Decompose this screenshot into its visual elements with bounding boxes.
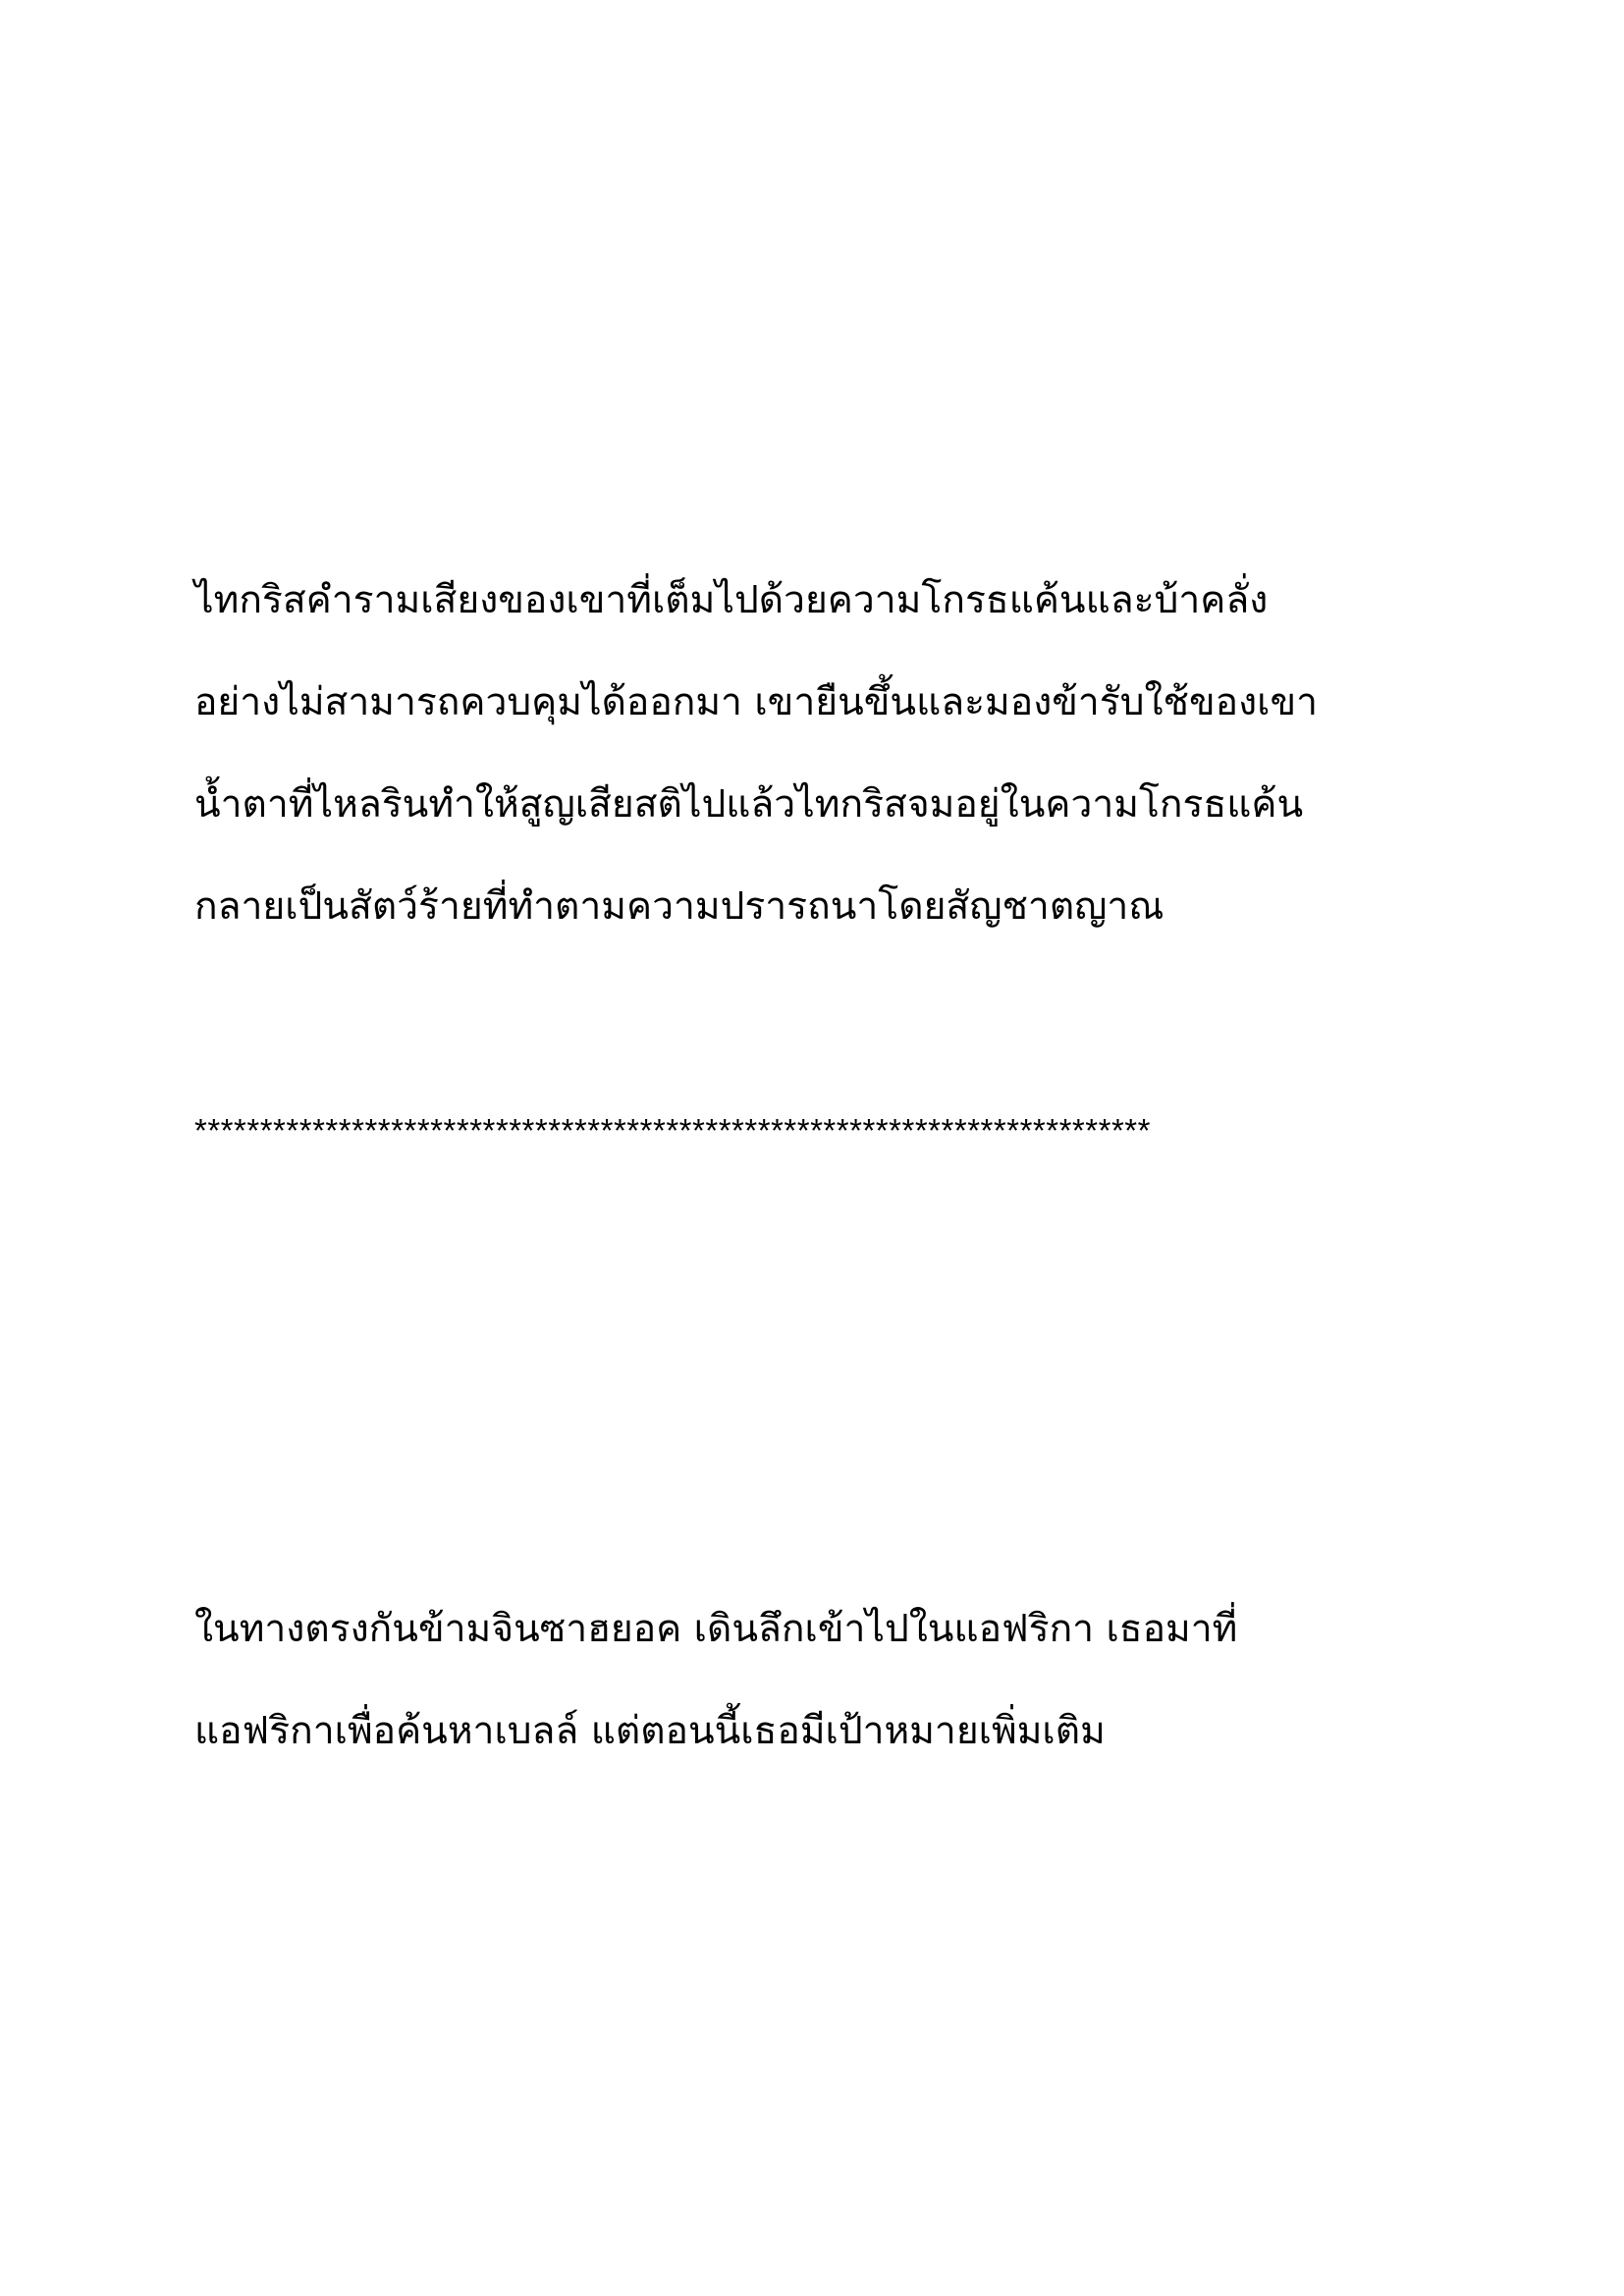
paragraph-1-line-4: กลายเป็นสัตว์ร้ายที่ทำตามความปรารถนาโดยสัญชาตญาณ: [194, 884, 1164, 929]
paragraph-2-line-1: ในทางตรงกันข้ามจินซาฮยอค เดินลึกเข้าไปในแอฟริกา เธอมาที่: [194, 1607, 1238, 1651]
paragraph-2-line-2: แอฟริกาเพื่อค้นหาเบลล์ แต่ตอนนี้เธอมีเป้าหมายเพิ่มเติม: [194, 1709, 1106, 1753]
paragraph-1-line-3: น้ำตาที่ไหลรินทำให้สูญเสียสติไปแล้วไทกริสจมอยู่ในความโกรธแค้น: [194, 782, 1304, 827]
paragraph-1-line-1: ไทกริสคำรามเสียงของเขาที่เต็มไปด้วยความโกรธแค้นและบ้าคลั่ง: [194, 578, 1269, 622]
paragraph-1-line-2: อย่างไม่สามารถควบคุมได้ออกมา เขายืนขึ้นและมองข้ารับใช้ของเขา: [194, 680, 1319, 724]
scene-separator: *************************************************************************: [194, 1112, 1151, 1148]
